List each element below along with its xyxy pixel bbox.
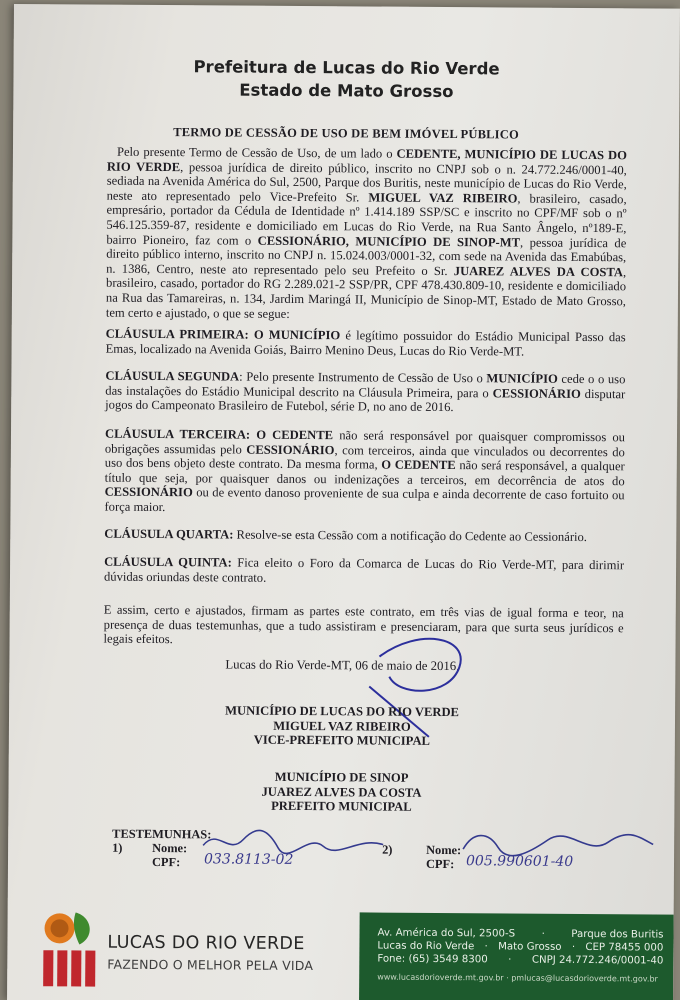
letterhead-city: Prefeitura de Lucas do Rio Verde xyxy=(193,57,500,79)
signatory-entity: MUNICÍPIO DE SINOP xyxy=(274,769,409,785)
clause-fourth: CLÁUSULA QUARTA: Resolve-se esta Cessão com a notificação do Cedente ao Cessionário. xyxy=(104,526,588,545)
brand-slogan: FAZENDO O MELHOR PELA VIDA xyxy=(107,956,314,974)
website-and-email: www.lucasdorioverde.mt.gov.br · pmlucas@lucasdorioverde.mt.gov.br xyxy=(377,972,658,984)
witness-1-name-label: Nome: xyxy=(152,840,188,856)
witness-1-cpf-value: 033.8113-02 xyxy=(203,851,294,868)
intro-paragraph: Pelo presente Termo de Cessão de Uso, de um lado o CEDENTE, MUNICÍPIO DE LUCAS DO RIO VERDE, pessoa jurídica de direito público, inscrito no CNPJ sob o n. 24.772.246/0001-40, sediada na Avenida América do Sul, 2500, Parque dos Buritis, neste município de Lucas do Rio Verde, neste ato representado pelo Vice-Prefeito Sr. MIGUEL VAZ RIBEIRO, brasileiro, casado, empresário, portador da Cédula de Identidade nº 1.414.189 SSP/SC e inscrito no CPF/MF sob o nº 546.125.359-87, residente e domiciliado em Lucas do Rio Verde, na Rua Santo Ângelo, nº189-E, bairro Pioneiro, faz com o CESSIONÁRIO, MUNICÍPIO DE SINOP-MT, pessoa jurídica de direito público interno, inscrito no CNPJ n. 15.024.003/0001-32, com sede na Avenida das Emabúbas, n. 1386, Centro, neste ato representado pelo seu Prefeito o Sr. JUAREZ ALVES DA COSTA, brasileiro, casado, portador do RG 2.289.021-2 SSP/PR, CPF 478.430.809-10, residente e domiciliado na Rua das Tamareiras, n. 134, Jardim Maringá II, Município de Sinop-MT, Estado de Mato Grosso, tem certo e ajustado, o que se segue: xyxy=(105,144,628,321)
clause-first: CLÁUSULA PRIMEIRA: O MUNICÍPIO é legítimo possuidor do Estádio Municipal Passo das Emas, localizado na Avenida Goiás, Bairro Menino Deus, Lucas do Rio Verde-MT. xyxy=(105,326,626,359)
document-title: TERMO DE CESSÃO DE USO DE BEM IMÓVEL PÚBLICO xyxy=(173,125,519,142)
witnesses-title: TESTEMUNHAS: xyxy=(112,826,212,842)
letterhead xyxy=(13,54,679,105)
signatory-role: VICE-PREFEITO MUNICIPAL xyxy=(253,732,431,748)
letterhead-footer xyxy=(7,866,674,1000)
city-emblem-icon xyxy=(35,906,106,992)
witness-2-cpf-label: CPF: xyxy=(425,856,455,872)
brand-name: LUCAS DO RIO VERDE xyxy=(107,932,305,955)
letterhead-state: Estado de Mato Grosso xyxy=(239,80,454,102)
clause-third: CLÁUSULA TERCEIRA: O CEDENTE não será responsável por quaisquer compromissos ou obrigações assumidas pelo CESSIONÁRIO, com terceiros, ainda que vinculados ou decorrentes do uso dos bens objeto deste contrato. Da mesma forma, O CEDENTE não será responsável, a qualquer título que seja, por quaisquer danos ou indenizações a terceiros, em decorrência de atos do CESSIONÁRIO ou de evento danoso proveniente de sua culpa e ainda decorrente de caso fortuito ou força maior. xyxy=(104,426,626,515)
place-and-date: Lucas do Rio Verde-MT, 06 de maio de 2016. xyxy=(225,657,460,674)
signature-block-sinop xyxy=(8,768,674,816)
signature-block-lucas xyxy=(9,702,675,750)
document-page xyxy=(7,4,680,1000)
signatory-name: MIGUEL VAZ RIBEIRO xyxy=(273,718,411,734)
closing-paragraph: E assim, certo e ajustados, firmam as partes este contrato, em três vias de igual forma e teor, na presença de duas testemunhas, que a tudo assistiram e presenciaram, para que surta seus jurídicos e legais efeitos. xyxy=(103,602,624,647)
witness-1-number: 1) xyxy=(112,840,123,855)
witness-2-cpf-value: 005.990601-40 xyxy=(465,853,574,870)
witness-1-cpf-label: CPF: xyxy=(151,854,181,870)
address-box xyxy=(359,912,674,1000)
witness-2-number: 2) xyxy=(382,842,393,857)
witness-2-name-label: Nome: xyxy=(426,842,462,858)
address-line-2: Lucas do Rio Verde · Mato Grosso · CEP 78455 000 xyxy=(377,940,664,954)
signatory-entity: MUNICÍPIO DE LUCAS DO RIO VERDE xyxy=(225,703,460,720)
address-line-1: Av. América do Sul, 2500-S · Parque dos Buritis xyxy=(377,927,664,941)
clause-fifth: CLÁUSULA QUINTA: Fica eleito o Foro da Comarca de Lucas do Rio Verde-MT, para dirimir dúvidas oriundas deste contrato. xyxy=(103,554,625,585)
clause-second: CLÁUSULA SEGUNDA: Pelo presente Instrumento de Cessão de Uso o MUNICÍPIO cede o o uso das instalações do Estádio Municipal descrito na Cláusula Primeira, para o CESSIONÁRIO disputar jogos do Campeonato Brasileiro de Futebol, série D, no ano de 2016. xyxy=(105,368,626,415)
signatory-name: JUAREZ ALVES DA COSTA xyxy=(261,784,422,800)
address-line-3: Fone: (65) 3549 8300 · CNPJ 24.772.246/0001-40 xyxy=(377,953,664,967)
signatory-role: PREFEITO MUNICIPAL xyxy=(271,798,412,814)
